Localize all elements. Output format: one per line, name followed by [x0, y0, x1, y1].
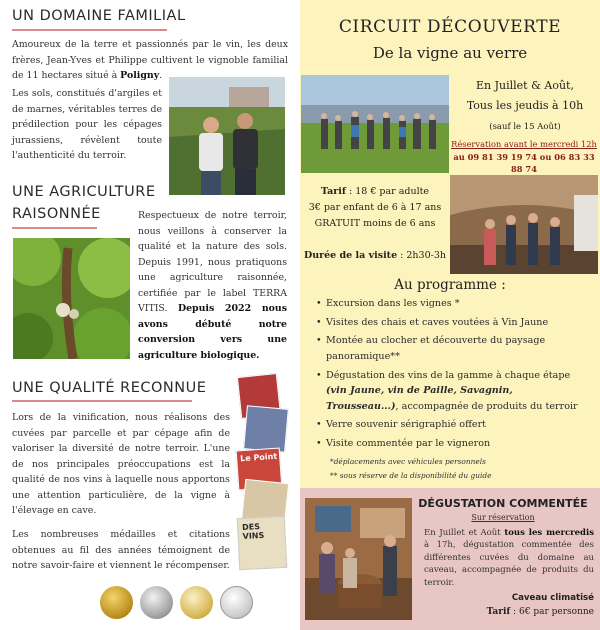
photo-group-vineyard: [301, 75, 449, 173]
programme-note-1: *déplacements avec véhicules personnels: [330, 457, 486, 466]
programme-item: • Excursion dans les vignes *: [316, 296, 586, 312]
programme-item: • Visite commentée par le vigneron: [316, 436, 586, 452]
domaine-paragraph-1: Amoureux de la terre et passionnés par le vin, les deux frères, Jean-Yves et Philippe cultivent le vignoble familial de 11 hectares situé à Poligny.: [12, 39, 288, 81]
photo-degustation: [305, 498, 412, 620]
circuit-subtitle: De la vigne au verre: [372, 44, 528, 62]
degustation-paragraph: En Juillet et Août tous les mercredis à 17h, dégustation commentée des différentes cuvées du domaine au caveau, accompagnée de produits du terroir.: [424, 528, 594, 588]
magazine-title-le-point: Le Point: [239, 451, 278, 464]
medal-silver-icon: [140, 586, 173, 619]
magazine-cover: [243, 405, 289, 452]
medal-gold-icon: [100, 586, 133, 619]
qualite-paragraph-2: Les nombreuses médailles et citations obtenues au fil des années témoignent de notre savoir-faire et viennent le récompenser.: [12, 529, 230, 571]
programme-note-2: ** sous réserve de la disponibilité du guide: [330, 471, 492, 480]
magazine-title-des-vins: DES VINS: [241, 522, 265, 541]
circuit-except: (sauf le 15 Août): [489, 122, 561, 132]
circuit-title: CIRCUIT DÉCOUVERTE: [338, 17, 562, 37]
photo-vine: [13, 238, 130, 359]
section-title-qualite: UNE QUALITÉ RECONNUE: [12, 380, 207, 396]
tarif-adult: Tarif : 18 € par adulte: [320, 186, 430, 197]
agriculture-paragraph: Respectueux de notre terroir, nous veillons à conserver la qualité et la nature des sols. Depuis 1991, nous pratiquons une agriculture raisonnée, certifiée par le label TERRA VITIS. Depuis 2022 nous avons débuté notre conversion vers une agriculture biologique.: [138, 210, 287, 361]
magazine-collage: [235, 373, 291, 573]
degustation-title: DÉGUSTATION COMMENTÉE: [418, 497, 588, 510]
degustation-subtitle: Sur réservation: [471, 513, 535, 522]
photo-vignerons: [169, 77, 285, 195]
programme-item: • Verre souvenir sérigraphié offert: [316, 417, 586, 433]
title-underline: [12, 29, 167, 31]
photo-cave: [450, 175, 598, 274]
circuit-reservation: Réservation avant le mercredi 12h: [451, 139, 597, 149]
degustation-tarif: Tarif : 6€ par personne: [486, 607, 594, 617]
programme-item: • Visites des chais et caves voutées à Vin Jaune: [316, 315, 586, 331]
programme-title: Au programme :: [394, 277, 506, 293]
title-underline: [12, 400, 192, 402]
programme-item: • Dégustation des vins de la gamme à chaque étape (vin Jaune, vin de Paille, Savagnin, Trousseau...), accompagnée de produits du terroir: [316, 368, 586, 415]
circuit-when-2: Tous les jeudis à 10h: [466, 99, 584, 112]
programme-list: [316, 296, 586, 455]
medal-silver-icon: [220, 586, 253, 619]
medal-gold-icon: [180, 586, 213, 619]
circuit-phones: au 09 81 39 19 74 ou 06 83 33 88 74: [453, 152, 595, 174]
section-title-domaine: UN DOMAINE FAMILIAL: [12, 8, 186, 24]
section-title-agriculture-2: RAISONNÉE: [12, 206, 101, 222]
qualite-paragraph-1: Lors de la vinification, nous réalisons des cuvées par parcelle et par cépage afin de valoriser la diversité de notre terroir. L'une de nos principales préoccupations est la qualité de nos vins à laquelle nous apportons une attention particulière, de la vigne à l'élevage en cave.: [12, 412, 230, 516]
tarif-child: 3€ par enfant de 6 à 17 ans: [308, 202, 442, 213]
circuit-when-1: En Juillet & Août,: [476, 79, 574, 92]
tarif-free: GRATUIT moins de 6 ans: [314, 218, 436, 229]
domaine-paragraph-2: Les sols, constitués d'argiles et de marnes, véritables terres de prédilection pour les cépages jurassiens, révèlent toute l'authenticité du terroir.: [12, 88, 162, 161]
section-title-agriculture-1: UNE AGRICULTURE: [12, 184, 156, 200]
duree-visite: Durée de la visite : 2h30-3h: [303, 250, 446, 261]
degustation-cave: Caveau climatisé: [511, 593, 594, 603]
magazine-cover: [237, 516, 288, 570]
programme-item: • Montée au clocher et découverte du paysage panoramique**: [316, 333, 586, 364]
title-underline: [12, 227, 97, 229]
